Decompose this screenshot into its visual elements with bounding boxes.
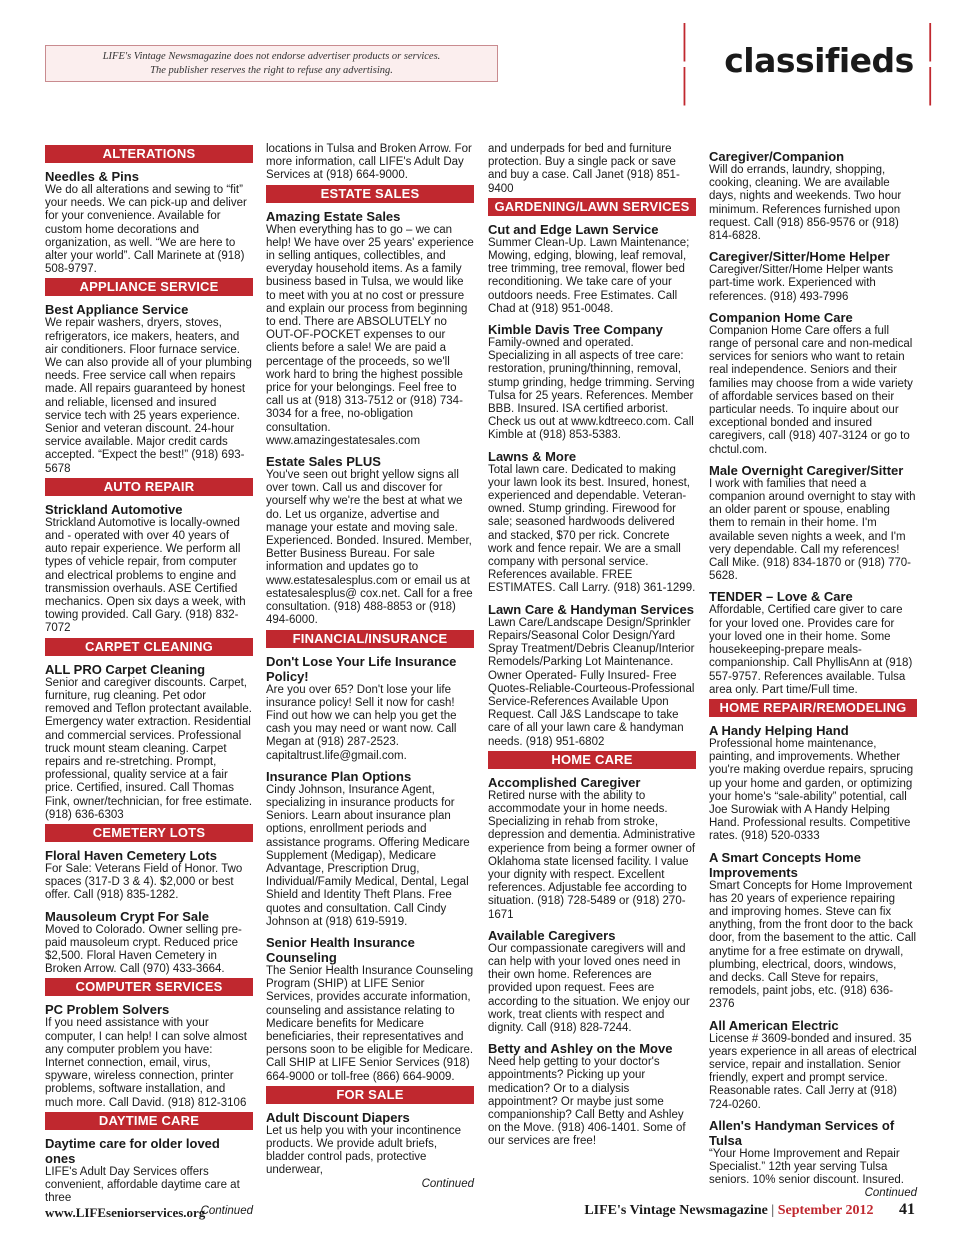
section-header: APPLIANCE SERVICE [45, 278, 253, 296]
section-header: FOR SALE [266, 1086, 474, 1104]
listing-title: All American Electric [709, 1017, 839, 1033]
listing-body: Family-owned and operated. Specializing in all aspects of tree care: restoration, pruning/thinning, removal, stump grinding, hedge trimming. Serving Tulsa for 25 years. References. Member BBB. Insured. ISA certified arborist. Check us out at www.kdtreeco.com. Call Kimble at (918) 853-5383. [488, 337, 695, 442]
listing-title: Kimble Davis Tree Company [488, 322, 663, 338]
column-1 [45, 143, 253, 1219]
listing-body: Total lawn care. Dedicated to making your lawn look its best. Insured, honest, experienced and dependable. Veteran-owned. Stump grinding. Firewood for sale; seasoned hardwoods delivered and stacked, $70 per rick. Concrete work and fence repair. We are a small company with personal service. References available. FREE ESTIMATES. Call Larry. (918) 361-1299. [488, 463, 696, 595]
listing-body: If you need assistance with your computer, I can help! I can solve almost any computer problem you have: Internet connection, email, virus, spyware, wireless connection, printer problems, software installation, and much more. Call David. (918) 812-3106 [45, 1017, 247, 1109]
listing-title: Lawn Care & Handyman Services [488, 601, 694, 617]
listing-body: Smart Concepts for Home Improvement has 20 years of experience repairing and improving homes. Steve can fix anything, from the front door to the back door, from the basement to the attic. Call anytime for a free estimate on drywall, plumbing, electrical, doors, windows, and decks. Call Steve for repairs, remodels, paint jobs, etc. (918) 636-2376 [709, 879, 917, 1011]
listing-body: Let us help you with your incontinence products. We provide adult briefs, bladder control pads, protective underwear, [266, 1124, 461, 1177]
section-header: AUTO REPAIR [45, 478, 253, 496]
section-header: FINANCIAL/INSURANCE [266, 630, 474, 648]
page-title: classifieds [724, 41, 914, 80]
section-header: ALTERATIONS [45, 145, 253, 163]
listing-title: TENDER – Love & Care [709, 589, 853, 605]
listing-body: We repair washers, dryers, stoves, refrigerators, ice makers, heaters, and air conditioners. Floor furnace service. We can also provide all of your plumbing needs. Free service call when repairs made. All repairs guaranteed by honest and reliable, licensed and insured service tech with 25 years experience. Senior and veteran discount. 24-hour service available. Major credit cards accepted. “Expect the best!” (918) 693-5678 [45, 317, 252, 475]
listing-body: For Sale: Veterans Field of Honor. Two spaces (317-D 3 & 4). $2,000 or best offer. Call (918) 835-1282. [45, 862, 243, 902]
disclaimer-box [45, 45, 498, 82]
section-header: CEMETERY LOTS [45, 824, 253, 842]
listing-body: locations in Tulsa and Broken Arrow. For more information, call LIFE's Adult Day Services at (918) 664-9000. [266, 143, 472, 182]
listing-title: Caregiver/Sitter/Home Helper [709, 249, 890, 265]
listing-title: Lawns & More [488, 448, 577, 464]
listing-title: Available Caregivers [488, 927, 616, 943]
listing-title: Floral Haven Cemetery Lots [45, 847, 217, 863]
page-header [678, 16, 960, 105]
section-header: HOME REPAIR/REMODELING [709, 699, 917, 717]
listing-title: PC Problem Solvers [45, 1002, 170, 1018]
continued-label: Continued [421, 1177, 474, 1190]
listing-body: Caregiver/Sitter/Home Helper wants part-time work. Experienced with references. (918) 493-7996 [709, 264, 894, 303]
listing-body: LIFE's Adult Day Services offers convenient, affordable daytime care at three [45, 1165, 240, 1205]
disclaimer-line-2: The publisher reserves the right to refuse any advertising. [150, 65, 393, 76]
section-header: COMPUTER SERVICES [45, 978, 253, 996]
listing-title: A Handy Helping Hand [709, 722, 849, 738]
listing-body: “Your Home Improvement and Repair Specialist.” 12th year serving Tulsa seniors. 10% senior discount. Insured. [709, 1147, 904, 1187]
listing-body: License # 3609-bonded and insured. 35 years experience in all areas of electrical service, repair and installation. Senior friendly, expert and prompt service. Reasonable rates. Call Jerry at (918) 724-0260. [709, 1032, 917, 1111]
footer-magazine: LIFE's Vintage Newsmagazine [584, 1203, 768, 1218]
listing-body: The Senior Health Insurance Counseling Program (SHIP) at LIFE Senior Services, provides accurate information, counseling and assistance relating to Medicare benefits for Medicare beneficiaries, their representatives and persons soon to be eligible for Medicare. Call SHIP at LIFE Senior Services (918) 664-9000 or toll-free (866) 664-9009. [266, 964, 474, 1083]
listing-body: Professional home maintenance, painting, and improvements. Whether you're making overdue repairs, sprucing up your home and garden, or optimizing your home's “sale-ability” potential, call Joe Surowiak with A Handy Helping Hand. Professional results. Competitive rates. (918) 520-0333 [709, 737, 914, 843]
listing-body: When everything has to go – we can help! We have over 25 years' experience in selling antiques, collectibles, and everyday household items. As a family business based in Tulsa, we would like to meet with you at no cost or pressure and explain our process from beginning to end. There are ABSOLUTELY no OUT-OF-POCKET expenses to our clients before a sale! We are paid a percentage of the proceeds, so we'll work hard to bring the highest possible price for your belongings. Feel free to call us at (918) 313-7512 or (918) 734-3034 for a free, no-obligation consultation. www.amazingestatesales.com [266, 223, 474, 447]
listing-body: Lawn Care/Landscape Design/Sprinkler Repairs/Seasonal Color Design/Yard Spray Treatment/Debris Cleanup/Interior Remodels/Parking Lot Maintenance. Owner Operated- Fully Insured- Free Quotes-Reliable-Courteous-Professional Service-References Available Upon Request. Call J&S Landscape to take care of all your lawn care & handyman needs. (918) 951-6802 [488, 616, 695, 748]
listing-body: Retired nurse with the ability to accommodate your in home needs. Specializing in rehab from stroke, depression and dementia. Administrative experience from being a former owner of Oklahoma state licensed facility. I value your dignity with respect. Excellent references. Adjustable fee according to situation. (918) 728-5489 or (918) 270-1671 [488, 789, 696, 921]
listing-title: Betty and Ashley on the Move [488, 1041, 673, 1057]
footer-website[interactable]: www.LIFEseniorservices.org [45, 1205, 206, 1220]
footer-date: September 2012 [777, 1203, 874, 1218]
listing-title: Strickland Automotive [45, 501, 183, 517]
column-4 [709, 143, 917, 1201]
listing-title: Allen's Handyman Services of Tulsa [709, 1117, 895, 1148]
listing-title: Amazing Estate Sales [266, 208, 401, 224]
listing-body: I work with families that need a companion around overnight to stay with an older parent or spouse, enabling them to remain in their home. I'm available seven nights a week, and I'm very dependable. Call my references! Call Mike. (918) 834-1870 or (918) 770-5628. [709, 477, 916, 583]
listing-body: Moved to Colorado. Owner selling pre-paid mausoleum crypt. Reduced price $2,500. Floral Haven Cemetery in Broken Arrow. Call (970) 433-3664. [45, 923, 242, 976]
listing-title: Cut and Edge Lawn Service [488, 221, 659, 237]
listing-title: Estate Sales PLUS [266, 454, 381, 470]
listing-title: Adult Discount Diapers [266, 1109, 410, 1125]
listing-title: Best Appliance Service [45, 302, 189, 318]
page-number: 41 [899, 1201, 915, 1218]
listing-body: Are you over 65? Don't lose your life insurance policy! Sell it now for cash! Find out how we can help you get the cash you may need or want now. Call Megan at (918) 287-2523. capitaltrust.life@gmail.com. [266, 683, 457, 762]
listing-title: Insurance Plan Options [266, 768, 412, 784]
listing-title: Needles & Pins [45, 169, 139, 184]
listing-body: Cindy Johnson, Insurance Agent, specializing in insurance products for Seniors. Learn about insurance plan options, enrollment periods and assistance programs. Offering Medicare Supplement (Medigap), Medicare Advantage, Prescription Drug, Individual/Family Medical, Dental, Legal Shield and Identity Theft Plans. Free quotes and consultation. Call Cindy Johnson at (918) 619-5919. [266, 783, 470, 928]
listing-body: and underpads for bed and furniture protection. Buy a single pack or save and buy a case. Call Janet (918) 851-9400 [488, 143, 680, 195]
section-header: HOME CARE [488, 751, 696, 769]
listing-body: Companion Home Care offers a full range of personal care and non-medical services for seniors who want to retain real independence. Seniors and their families may choose from a wide variety of affordable services based on their particular needs. To inquire about our exceptional bonded and insured caregivers, call (918) 407-3124 or go to chctul.com. [709, 324, 913, 456]
listing-body: Our compassionate caregivers will and can help with your loved ones need in their own home. References are provided upon request. Fees are according to the situation. We enjoy our work, treat clients with respect and dignity. Call (918) 828-7244. [488, 942, 690, 1034]
listing-title: Companion Home Care [709, 309, 853, 325]
section-header: CARPET CLEANING [45, 638, 253, 656]
listing-title: Male Overnight Caregiver/Sitter [709, 462, 904, 478]
footer-info [584, 1201, 915, 1219]
header-bars-left: | | [678, 16, 697, 105]
column-2 [266, 143, 474, 1191]
disclaimer-line-1: LIFE's Vintage Newsmagazine does not endorse advertiser products or services. [102, 51, 441, 62]
listing-body: Summer Clean-Up. Lawn Maintenance; Mowing, edging, blowing, leaf removal, tree trimming, tree removal, flower bed reconditioning. We take care of your outdoors needs. Free Estimates. Call Chad at (918) 951-0048. [488, 236, 690, 315]
continued-label: Continued [200, 1205, 253, 1218]
listing-title: Senior Health Insurance Counseling [266, 934, 415, 965]
section-header: ESTATE SALES [266, 185, 474, 203]
listing-title: Daytime care for older loved ones [45, 1135, 220, 1166]
listing-title: Accomplished Caregiver [488, 774, 641, 790]
listing-title: Don't Lose Your Life Insurance Policy! [266, 653, 457, 684]
continued-label: Continued [864, 1187, 917, 1200]
header-bars-right: | | [923, 16, 943, 105]
listing-title: ALL PRO Carpet Cleaning [45, 661, 206, 677]
listing-body: We do all alterations and sewing to “fit” your needs. We can pick-up and deliver for your convenience. Available for custom home decorations and organization, as well. “We are here to alter your world”. Call Marinete at (918) 508-9797. [45, 184, 247, 276]
listing-body: Will do errands, laundry, shopping, cooking, cleaning. We are available days, nights and weekends. Two hour minimum. References furnished upon request. Call (918) 856-9576 or (918) 814-6828. [709, 164, 902, 243]
listing-title: A Smart Concepts Home Improvements [709, 849, 861, 880]
listing-body: You've seen out bright yellow signs all over town. Call us and discover for yourself why we're the best at what we do. Let us organize, advertise and manage your estate and moving sale. Experienced. Bonded. Insured. Member, Better Business Bureau. For sale information and updates go to www.estatesalesplus.com or email us at estatesalesplus@ cox.net. Call for a free consultation. (918) 488-8853 or (918) 494-6000. [266, 469, 473, 627]
footer-separator: | [771, 1203, 775, 1218]
column-3 [488, 143, 696, 1149]
listing-body: Need help getting to your doctor's appointments? Picking up your medication? Or to a dialysis appointment? Or maybe just some companionship? Call Betty and Ashley on the Move. (918) 406-1401. Some of our services are free! [488, 1056, 686, 1148]
listing-title: Mausoleum Crypt For Sale [45, 908, 209, 924]
listing-title: Caregiver/Companion [709, 149, 845, 164]
listing-body: Senior and caregiver discounts. Carpet, furniture, rug cleaning. Pet odor removed and Teflon protectant available. Emergency water extraction. Residential and commercial services. Professional truck mount steam cleaning. Carpet repairs and re-stretching. Prompt, professional, quality service at a fair price. Certified, insured. Call Thomas Fink, owner/technician, for free estimate. (918) 636-6303 [45, 676, 253, 821]
listing-body: Strickland Automotive is locally-owned and - operated with over 40 years of auto repair experience. We perform all types of vehicle repair, from computer and electrical problems to engine and transmission overhauls. ASE Certified mechanics. Open six days a week, with towing provided. Call Gary. (918) 832-7072 [45, 516, 246, 635]
section-header: GARDENING/LAWN SERVICES [488, 198, 696, 216]
section-header: DAYTIME CARE [45, 1112, 253, 1130]
listing-body: Affordable, Certified care giver to care for your loved one. Provides care for your loved one in their home. Some housekeeping-prepare meals-companionship. Call PhyllisAnn at (918) 557-9757. References available. Tulsa area only. Part time/Full time. [709, 604, 913, 696]
